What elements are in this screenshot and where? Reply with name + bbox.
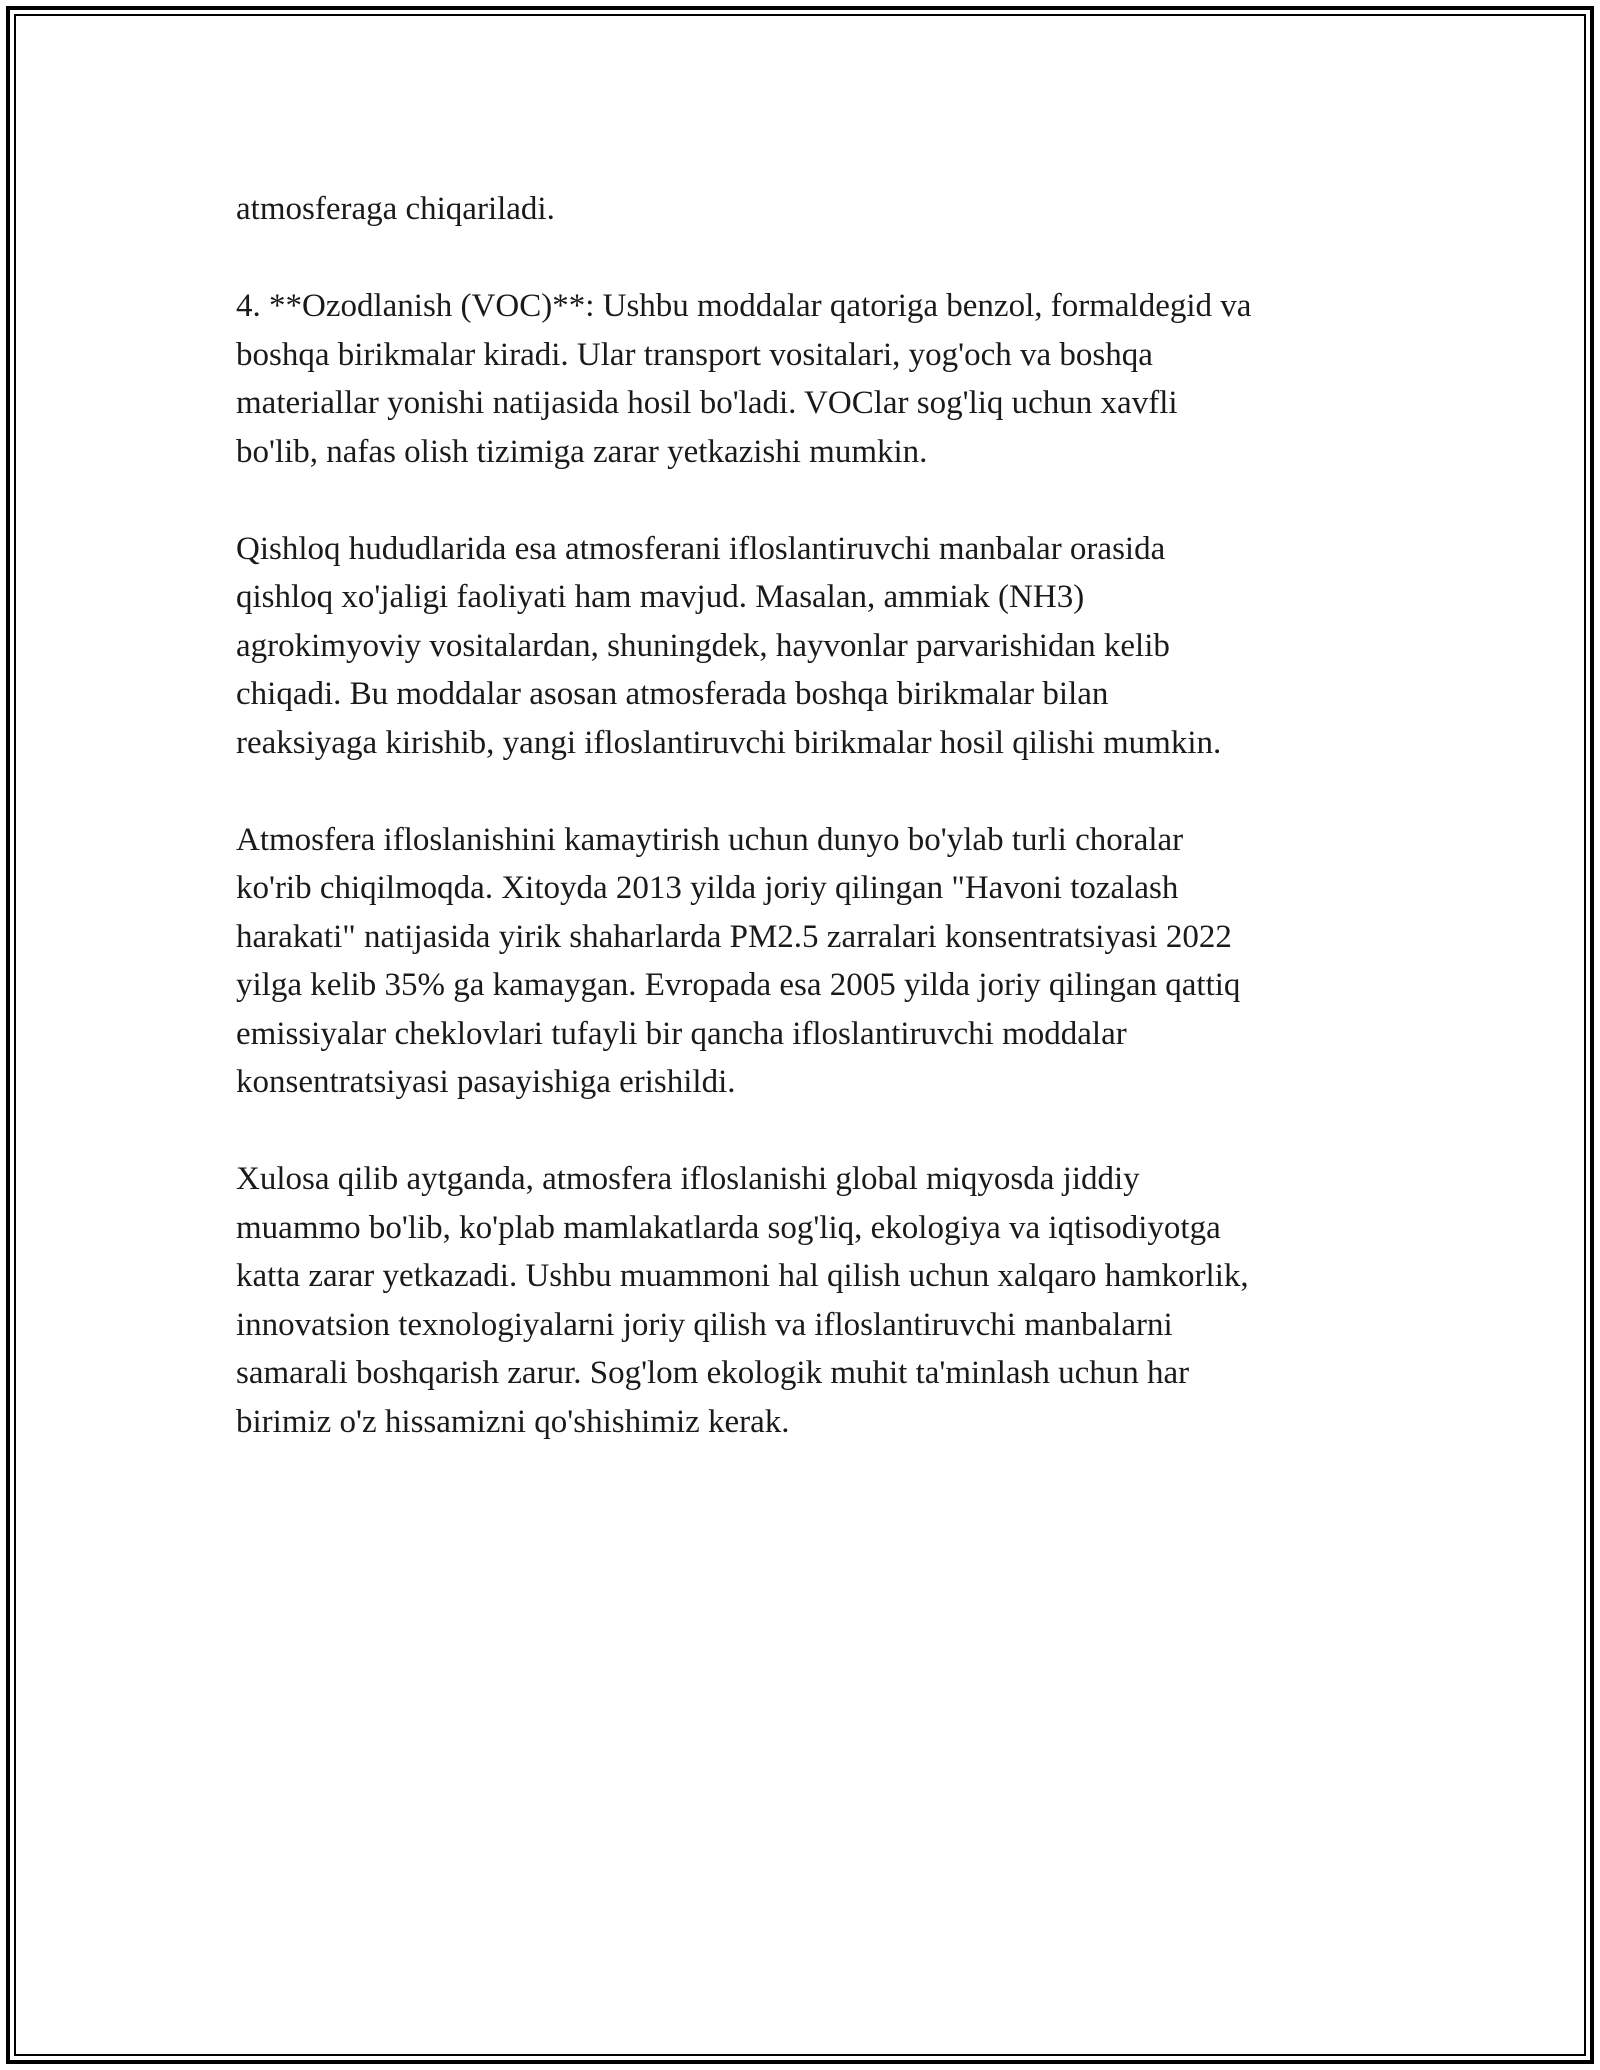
document-body [236, 185, 1386, 1446]
paragraph-conclusion: Xulosa qilib aytganda, atmosfera ifloslanishi global miqyosda jiddiy muammo bo'lib, ko'plab mamlakatlarda sog'liq, ekologiya va iqtisodiyotga katta zarar yetkazadi. Ushbu muammoni hal qilish uchun xalqaro hamkorlik, innovatsion texnologiyalarni joriy qilish va ifloslantiruvchi manbalarni samarali boshqarish zarur. Sog'lom ekologik muhit ta'minlash uchun har birimiz o'z hissamizni qo'shishimiz kerak. [236, 1161, 1249, 1440]
paragraph-rural-sources: Qishloq hududlarida esa atmosferani ifloslantiruvchi manbalar orasida qishloq xo'jaligi faoliyati ham mavjud. Masalan, ammiak (NH3) agrokimyoviy vositalardan, shuningdek, hayvonlar parvarishidan kelib chiqadi. Bu moddalar asosan atmosferada boshqa birikmalar bilan reaksiyaga kirishib, yangi ifloslantiruvchi birikmalar hosil qilishi mumkin. [236, 530, 1222, 761]
paragraph-voc-item: 4. **Ozodlanish (VOC)**: Ushbu moddalar qatoriga benzol, formaldegid va boshqa birikmalar kiradi. Ular transport vositalari, yog'och va boshqa materiallar yonishi natijasida hosil bo'ladi. VOClar sog'liq uchun xavfli bo'lib, nafas olish tizimiga zarar yetkazishi mumkin. [236, 288, 1252, 470]
paragraph-global-measures: Atmosfera ifloslanishini kamaytirish uchun dunyo bo'ylab turli choralar ko'rib chiqilmoqda. Xitoyda 2013 yilda joriy qilingan "Havoni tozalash harakati" natijasida yirik shaharlarda PM2.5 zarralari konsentratsiyasi 2022 yilga kelib 35% ga kamaygan. Evropada esa 2005 yilda joriy qilingan qattiq emissiyalar cheklovlari tufayli bir qancha ifloslantiruvchi moddalar konsentratsiyasi pasayishiga erishildi. [236, 821, 1241, 1100]
paragraph-continuation: atmosferaga chiqariladi. [236, 191, 555, 227]
